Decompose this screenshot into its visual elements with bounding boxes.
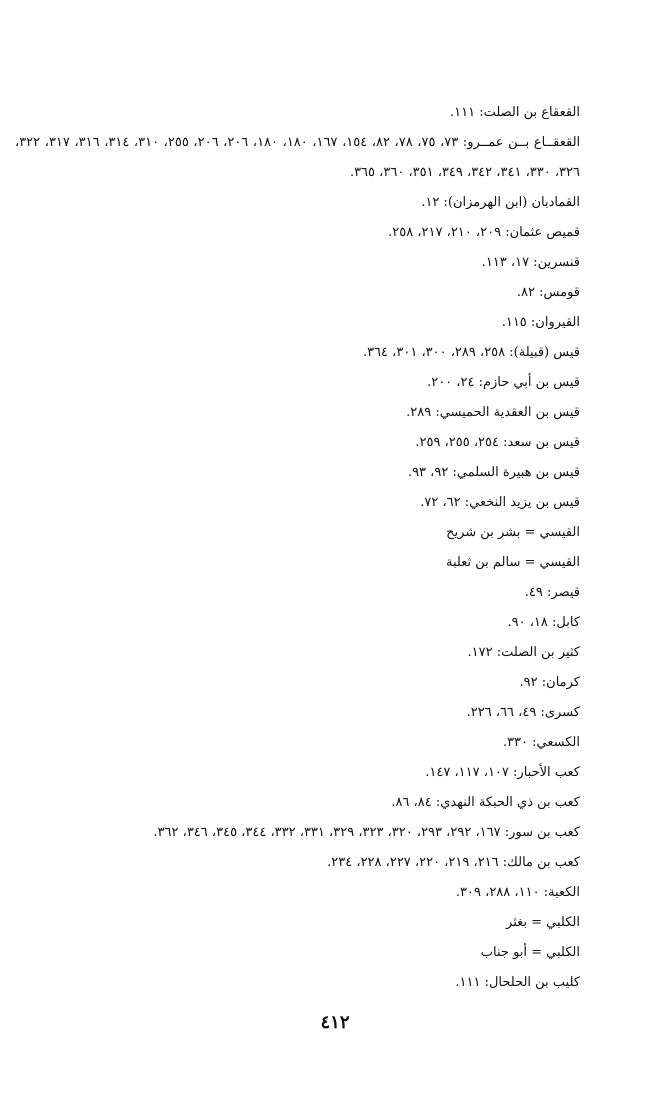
index-entry: قومس: ٨٢. bbox=[516, 285, 580, 300]
index-entry: القعقــاع بــن عمــرو: ٧٣، ٧٥، ٧٨، ٨٢، ١٥٤، ١٦٧، ١٨٠، ١٨٠، ٢٠٦، ٢٠٦، ٢٥٥، ٣١٠، ٣١٤، ٣١٦، ٣١٧، ٣٢٢، ٣٢٦، ٣٣٠، ٣٤١، ٣٤٢، ٣٤٩، ٣٥١، ٣٦٠، ٣٦٥. bbox=[15, 135, 581, 180]
index-entry: القيروان: ١١٥. bbox=[501, 315, 580, 330]
index-entry: كعب الأحبار: ١٠٧، ١١٧، ١٤٧. bbox=[425, 765, 580, 780]
index-entry: القمادبان (ابن الهرمزان): ١٢. bbox=[421, 195, 580, 210]
index-entry: قيس بن هبيرة السلمي: ٩٢، ٩٣. bbox=[407, 465, 580, 480]
index-entry: القعقاع بن الصلت: ١١١. bbox=[449, 105, 580, 120]
index-entry: كثير بن الصلت: ١٧٢. bbox=[467, 645, 580, 660]
index-entry: قيس بن سعد: ٢٥٤، ٢٥٥، ٢٥٩. bbox=[415, 435, 580, 450]
index-entry: الكلبي = بغثر bbox=[506, 915, 580, 930]
index-entry: قيس بن أبي حازم: ٢٤، ٢٠٠. bbox=[427, 375, 580, 390]
page-number: ٤١٢ bbox=[320, 1012, 350, 1033]
index-entry: كسرى: ٤٩، ٦٦، ٢٢٦. bbox=[466, 705, 580, 720]
index-entry: كابل: ١٨، ٩٠. bbox=[507, 615, 580, 630]
index-entry: الكعبة: ١١٠، ٢٨٨، ٣٠٩. bbox=[455, 885, 580, 900]
index-entry: القيسي = سالم بن ثعلبة bbox=[446, 555, 580, 570]
index-entry: كليب بن الحلحال: ١١١. bbox=[455, 975, 580, 990]
index-entry: قميص عثمان: ٢٠٩، ٢١٠، ٢١٧، ٢٥٨. bbox=[388, 225, 580, 240]
index-entry: القيسي = بشر بن شريح bbox=[446, 525, 580, 540]
index-entry: الكسعي: ٣٣٠. bbox=[502, 735, 580, 750]
index-entry: قنسرين: ١٧، ١١٣. bbox=[481, 255, 580, 270]
index-entry: قيس بن العقدية الحميسي: ٢٨٩. bbox=[406, 405, 580, 420]
index-entry: كعب بن مالك: ٢١٦، ٢١٩، ٢٢٠، ٢٢٧، ٢٢٨، ٢٣٤. bbox=[327, 855, 580, 870]
index-entry: قيصر: ٤٩. bbox=[524, 585, 580, 600]
index-entry: كرمان: ٩٢. bbox=[519, 675, 580, 690]
index-entry: الكلبي = أبو جناب bbox=[480, 945, 580, 960]
index-entry: قيس (قبيلة): ٢٥٨، ٢٨٩، ٣٠٠، ٣٠١، ٣٦٤. bbox=[362, 345, 580, 360]
index-list bbox=[15, 98, 580, 998]
index-entry: كعب بن سور: ١٦٧، ٢٩٢، ٢٩٣، ٣٢٠، ٣٢٣، ٣٢٩، ٣٣١، ٣٣٢، ٣٤٤، ٣٤٥، ٣٤٦، ٣٦٢. bbox=[153, 825, 580, 840]
index-entry: قيس بن يزيد النخعي: ٦٢، ٧٢. bbox=[420, 495, 580, 510]
index-entry: كعب بن ذي الحبكة النهدي: ٨٤، ٨٦. bbox=[391, 795, 580, 810]
